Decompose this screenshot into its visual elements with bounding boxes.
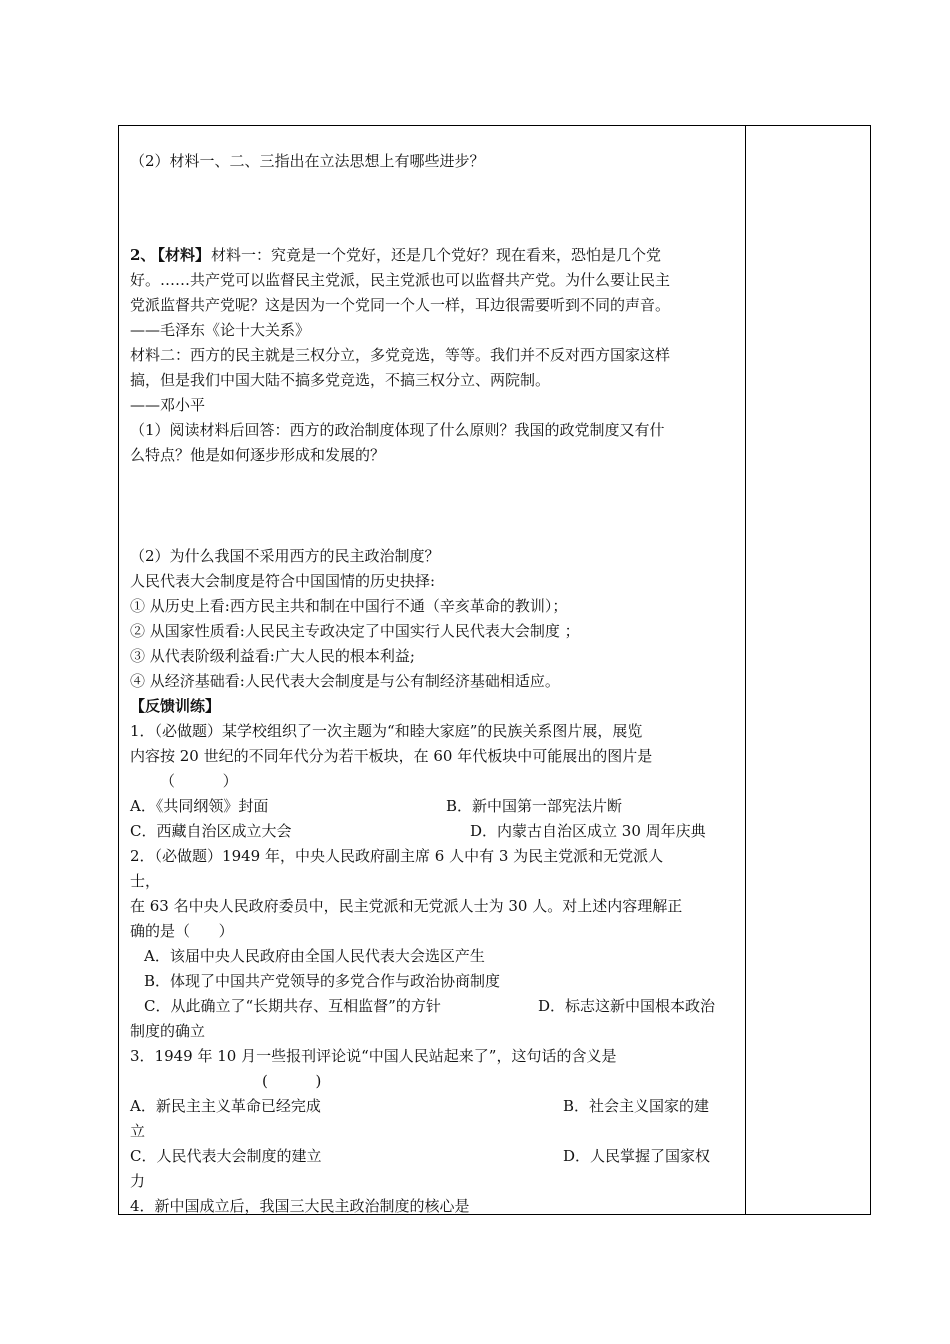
question-line: 么特点？他是如何逐步形成和发展的？ xyxy=(130,446,386,464)
option-c: C．人民代表大会制度的建立 xyxy=(130,1147,322,1165)
material-text: 搞，但是我们中国大陆不搞多党竞选，不搞三权分立、两院制。 xyxy=(130,371,551,389)
option-d: D．内蒙古自治区成立 30 周年庆典 xyxy=(470,822,706,840)
question-line: 2．（必做题）1949 年，中央人民政府副主席 6 人中有 3 为民主党派和无党派人 xyxy=(130,847,664,865)
option-a: A．《共同纲领》封面 xyxy=(130,797,269,815)
option-c: C．西藏自治区成立大会 xyxy=(130,822,292,840)
material-heading: 【材料】 xyxy=(150,246,211,264)
option-c: C．从此确立了“长期共存、互相监督”的方针 xyxy=(144,997,441,1015)
option-a: A．新民主主义革命已经完成 xyxy=(130,1097,321,1115)
answer-point: ④ 从经济基础看:人民代表大会制度是与公有制经济基础相适应。 xyxy=(130,672,560,690)
question-line: 内容按 20 世纪的不同年代分为若干板块，在 60 年代板块中可能展出的图片是 xyxy=(130,747,653,765)
section-heading: 【反馈训练】 xyxy=(130,697,221,715)
question-line: 在 63 名中央人民政府委员中，民主党派和无党派人士为 30 人。对上述内容理解正 xyxy=(130,897,683,915)
option-b: B．新中国第一部宪法片断 xyxy=(446,797,623,815)
option-d-continued: 制度的确立 xyxy=(130,1022,206,1040)
material-text: 好。……共产党可以监督民主党派，民主党派也可以监督共产党。为什么要让民主 xyxy=(130,271,671,289)
question-line: 3．1949 年 10 月一些报刊评论说“中国人民站起来了”，这句话的含义是 xyxy=(130,1047,617,1065)
material-source: ——毛泽东《论十大关系》 xyxy=(130,321,311,339)
answer-blank: ( ) xyxy=(262,1072,322,1090)
option-d-continued: 力 xyxy=(130,1172,146,1190)
material-text: 材料一：究竟是一个党好，还是几个党好？现在看来，恐怕是几个党 xyxy=(211,246,662,264)
question-line: 士， xyxy=(130,872,161,890)
answer-point: ③ 从代表阶级利益看:广大人民的根本利益; xyxy=(130,647,415,665)
answer-line: 人民代表大会制度是符合中国国情的历史抉择: xyxy=(130,572,436,590)
option-b: B．社会主义国家的建 xyxy=(563,1097,710,1115)
material-text: 材料二：西方的民主就是三权分立，多党竞选，等等。我们并不反对西方国家这样 xyxy=(130,346,671,364)
question-line: 确的是（ ） xyxy=(130,922,234,940)
answer-point: ① 从历史上看:西方民主共和制在中国行不通（辛亥革命的教训）； xyxy=(130,597,568,615)
column-divider xyxy=(745,125,746,1215)
material-source: ——邓小平 xyxy=(130,396,206,414)
option-d: D．人民掌握了国家权 xyxy=(563,1147,711,1165)
material-text: 党派监督共产党呢？这是因为一个党同一个人一样，耳边很需要听到不同的声音。 xyxy=(130,296,671,314)
option-b: B．体现了中国共产党领导的多党合作与政治协商制度 xyxy=(144,972,501,990)
question-line: （2）为什么我国不采用西方的民主政治制度？ xyxy=(130,547,440,565)
option-b-continued: 立 xyxy=(130,1122,146,1140)
answer-point: ② 从国家性质看:人民民主专政决定了中国实行人民代表大会制度 ； xyxy=(130,622,580,640)
answer-blank: （ ） xyxy=(160,772,238,790)
question-line: 4．新中国成立后，我国三大民主政治制度的核心是 xyxy=(130,1197,470,1215)
option-d: D．标志这新中国根本政治 xyxy=(538,997,716,1015)
question-line: （1）阅读材料后回答：西方的政治制度体现了什么原则？我国的政党制度又有什 xyxy=(130,421,665,439)
question-line: 1．（必做题）某学校组织了一次主题为“和睦大家庭”的民族关系图片展，展览 xyxy=(130,722,643,740)
question-number: 2、 xyxy=(130,246,156,264)
question-line: （2）材料一、二、三指出在立法思想上有哪些进步？ xyxy=(130,152,485,170)
option-a: A．该届中央人民政府由全国人民代表大会选区产生 xyxy=(144,947,485,965)
